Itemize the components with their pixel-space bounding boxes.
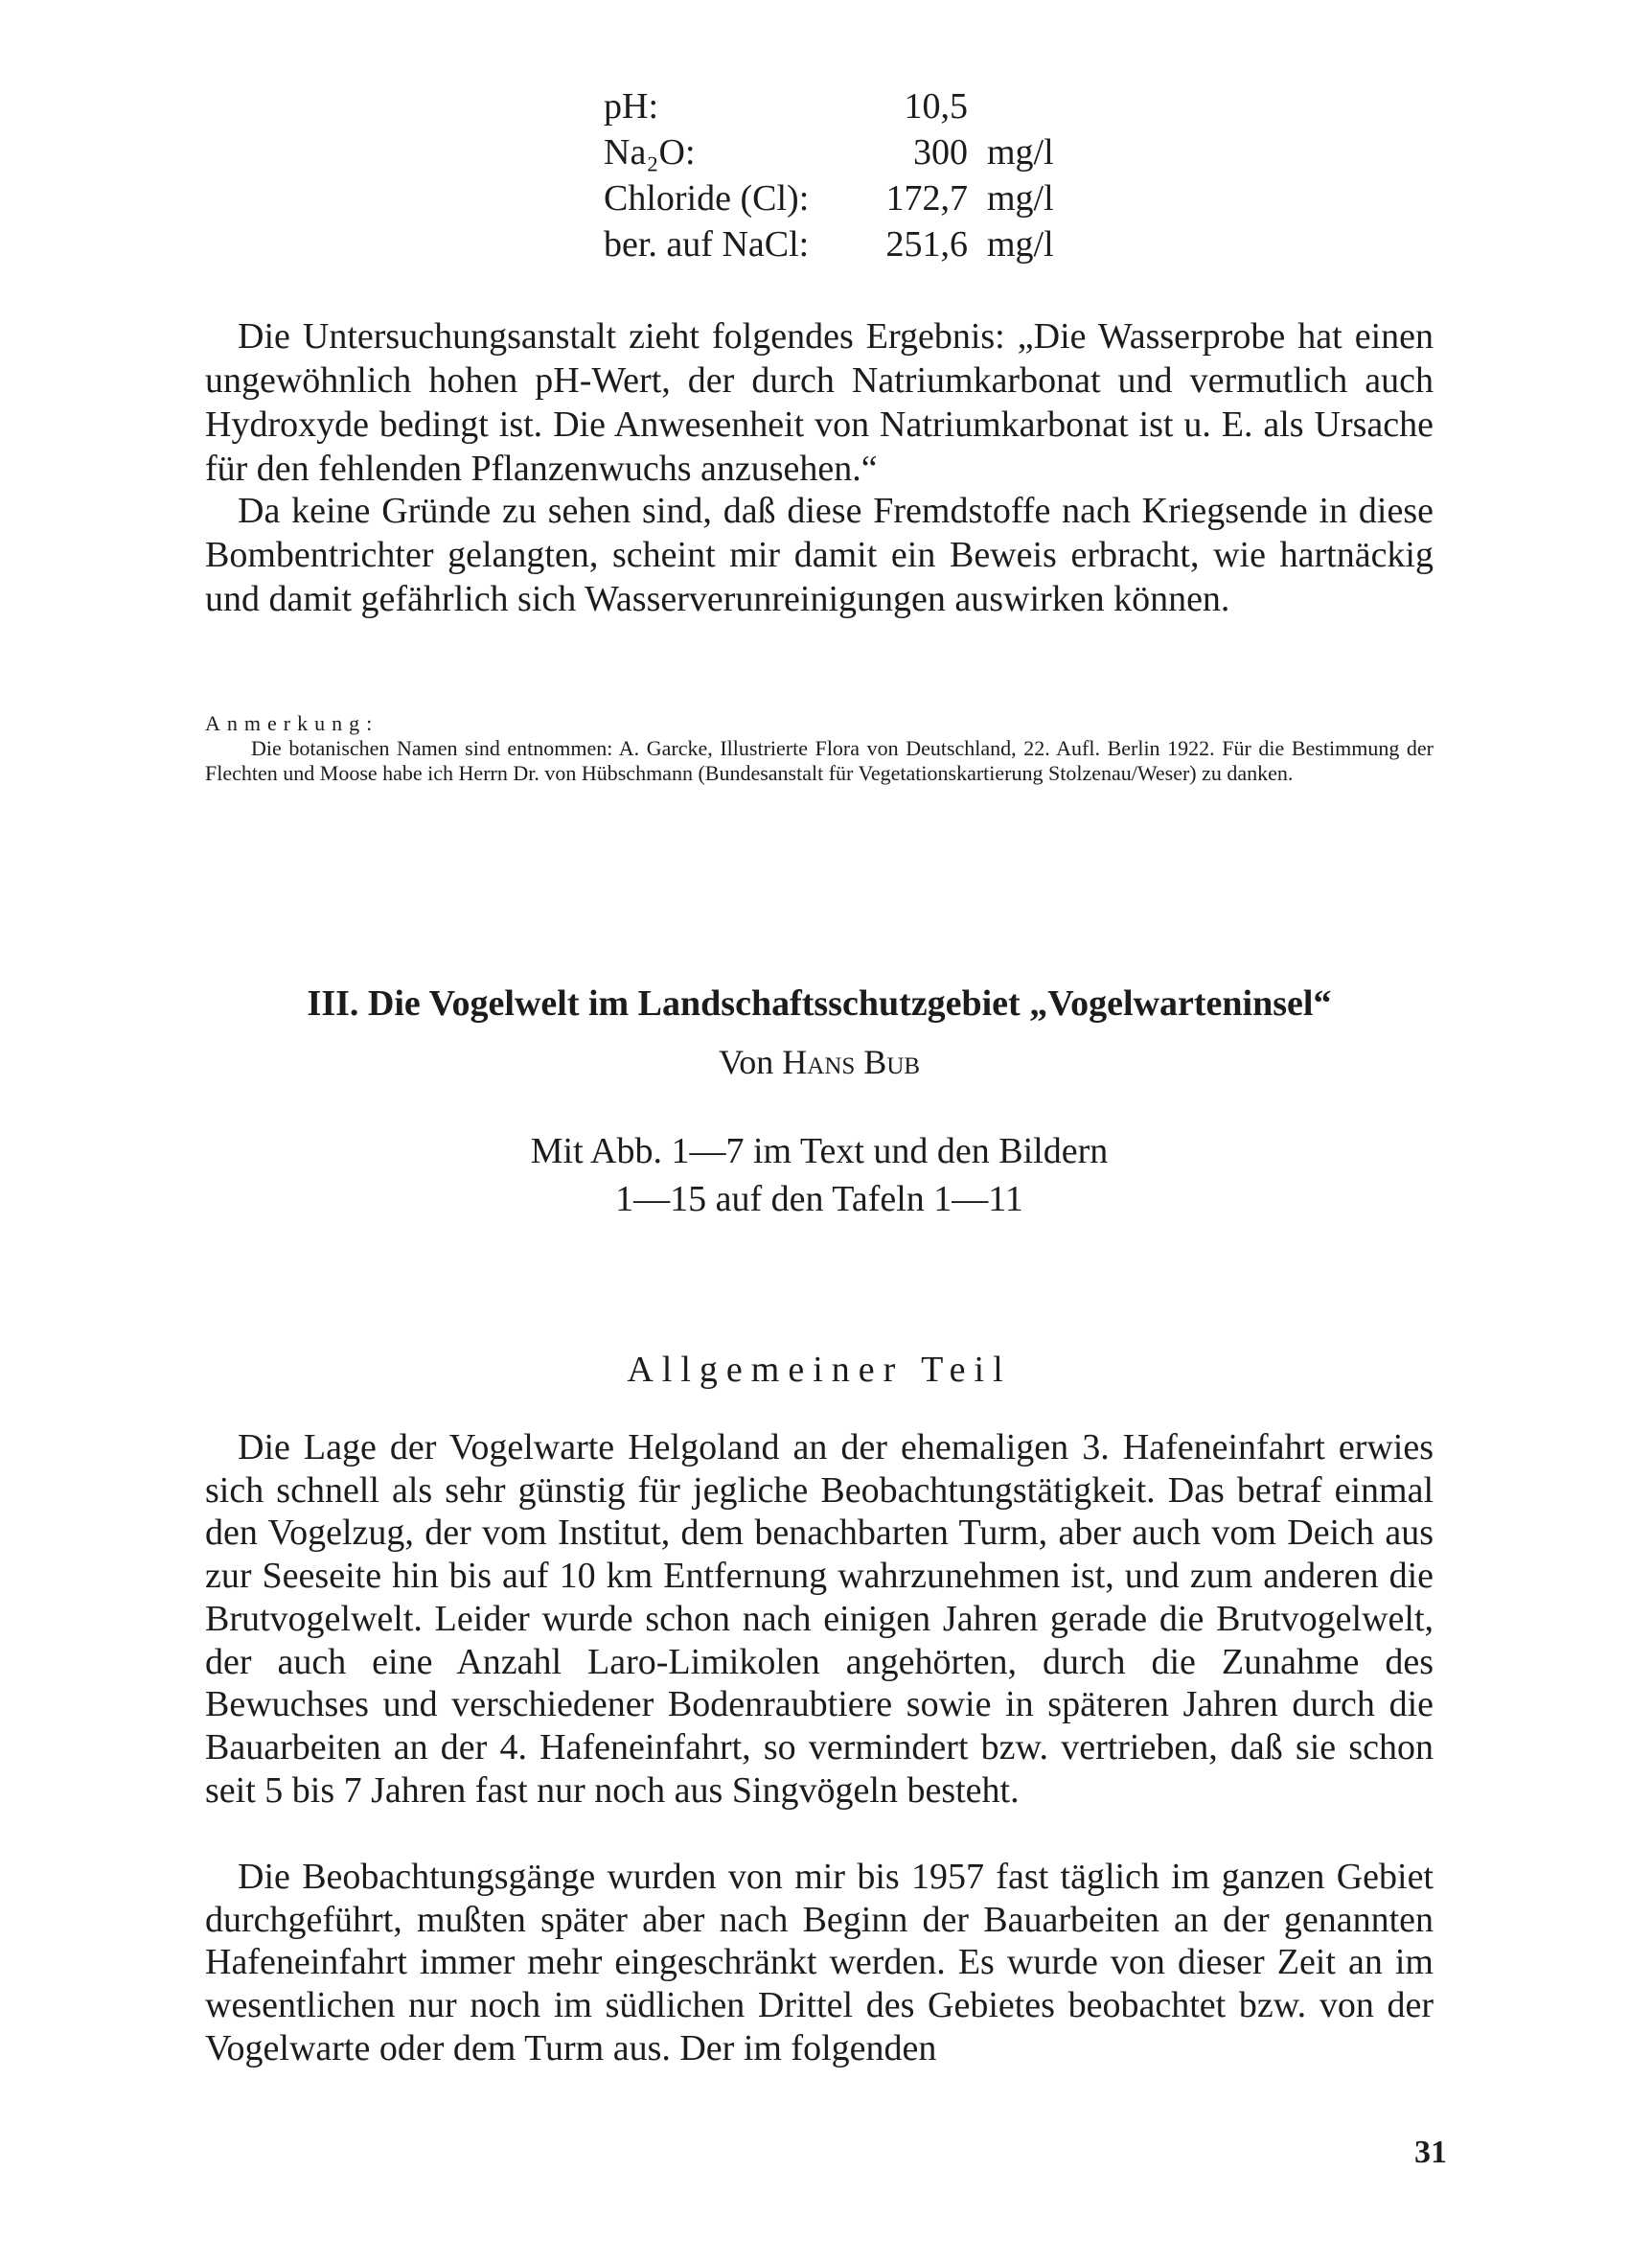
analysis-label: ber. auf NaCl: — [604, 224, 810, 265]
analysis-unit — [968, 88, 1054, 134]
table-row — [604, 88, 1054, 134]
author-line — [205, 1041, 1434, 1083]
analysis-label: Chloride (Cl): — [604, 178, 810, 219]
conclusion-paragraph: Da keine Gründe zu sehen sind, daß diese Fremdstoffe nach Kriegsende in diese Bombentrichter gelangten, scheint mir damit ein Beweis erbracht, wie hartnäckig und damit gefährlich sich Wasserverunreinigungen auswirken können. — [205, 491, 1434, 619]
figures-note-line: Mit Abb. 1—7 im Text und den Bildern — [530, 1131, 1109, 1171]
body-paragraph: Die Lage der Vogelwarte Helgoland an der ehemaligen 3. Hafeneinfahrt erwies sich schnell als sehr günstig für jegliche Beobachtungstätigkeit. Das betraf einmal den Vogelzug, der vom Institut, dem benachbarten Turm, aber auch vom Deich aus zur Seeseite hin bis auf 10 km Entfernung wahrzunehmen ist, und zum anderen die Brutvogelwelt. Leider wurde schon nach einigen Jahren gerade die Brutvogelwelt, der auch eine Anzahl Laro-Limikolen angehörten, durch die Zunahme des Bewuchses und verschiedener Bodenraubtiere sowie in späteren Jahren durch die Bauarbeiten an der 4. Hafeneinfahrt, so vermindert bzw. vertrieben, daß sie schon seit 5 bis 7 Jahren fast nur noch aus Singvögeln besteht. — [205, 1427, 1434, 1811]
analysis-unit: mg/l — [987, 178, 1054, 219]
footnote — [205, 711, 1434, 786]
footnote-heading: Anmerkung: — [205, 711, 379, 735]
result-paragraph: Die Untersuchungsanstalt zieht folgendes Ergebnis: „Die Wasserprobe hat einen ungewöhnlich hohen pH-Wert, der durch Natriumkarbonat und vermutlich auch Hydroxyde bedingt ist. Die Anwesenheit von Natriumkarbonat ist u. E. als Ursache für den fehlenden Pflanzenwuchs anzusehen.“ — [205, 316, 1434, 489]
figures-note-line: 1—15 auf den Tafeln 1—11 — [615, 1179, 1023, 1219]
analysis-label: Na₂O: — [604, 132, 696, 173]
footnote-text: Die botanischen Namen sind entnommen: A. Garcke, Illustrierte Flora von Deutschland, 22. Aufl. Berlin 1922. Für die Bestimmung der Flechten und Moose habe ich Herrn Dr. von Hübschmann (Bundesanstalt für Vegetationskartierung Stolzenau/Weser) zu danken. — [205, 736, 1434, 785]
analysis-unit: mg/l — [987, 132, 1054, 173]
analysis-value: 10,5 — [904, 86, 968, 127]
table-row — [604, 180, 1054, 226]
table-row — [604, 226, 1054, 272]
analysis-value: 172,7 — [885, 178, 968, 219]
body-paragraph: Die Beobachtungsgänge wurden von mir bis 1957 fast täglich im ganzen Gebiet durchgeführt, mußten später aber nach Beginn der Bauarbeiten an der genannten Hafeneinfahrt immer mehr eingeschränkt werden. Es wurde von dieser Zeit an im wesentlichen nur noch im südlichen Drittel des Gebietes beobachtet bzw. von der Vogelwarte oder dem Turm aus. Der im folgenden — [205, 1857, 1434, 2068]
analysis-unit: mg/l — [987, 224, 1054, 265]
page-number: 31 — [1414, 2135, 1447, 2170]
figures-note — [205, 1127, 1434, 1223]
analysis-label: pH: — [604, 86, 658, 127]
section-title: III. Die Vogelwelt im Landschaftsschutzgebiet „Vogelwarteninsel“ — [307, 983, 1332, 1024]
subheading: Allgemeiner Teil — [627, 1350, 1012, 1390]
water-analysis-table — [604, 88, 1054, 272]
table-row — [604, 134, 1054, 180]
author-name: Hans Bub — [782, 1043, 921, 1081]
author-prefix: Von — [718, 1043, 774, 1081]
analysis-value: 300 — [913, 132, 968, 173]
analysis-value: 251,6 — [885, 224, 968, 265]
